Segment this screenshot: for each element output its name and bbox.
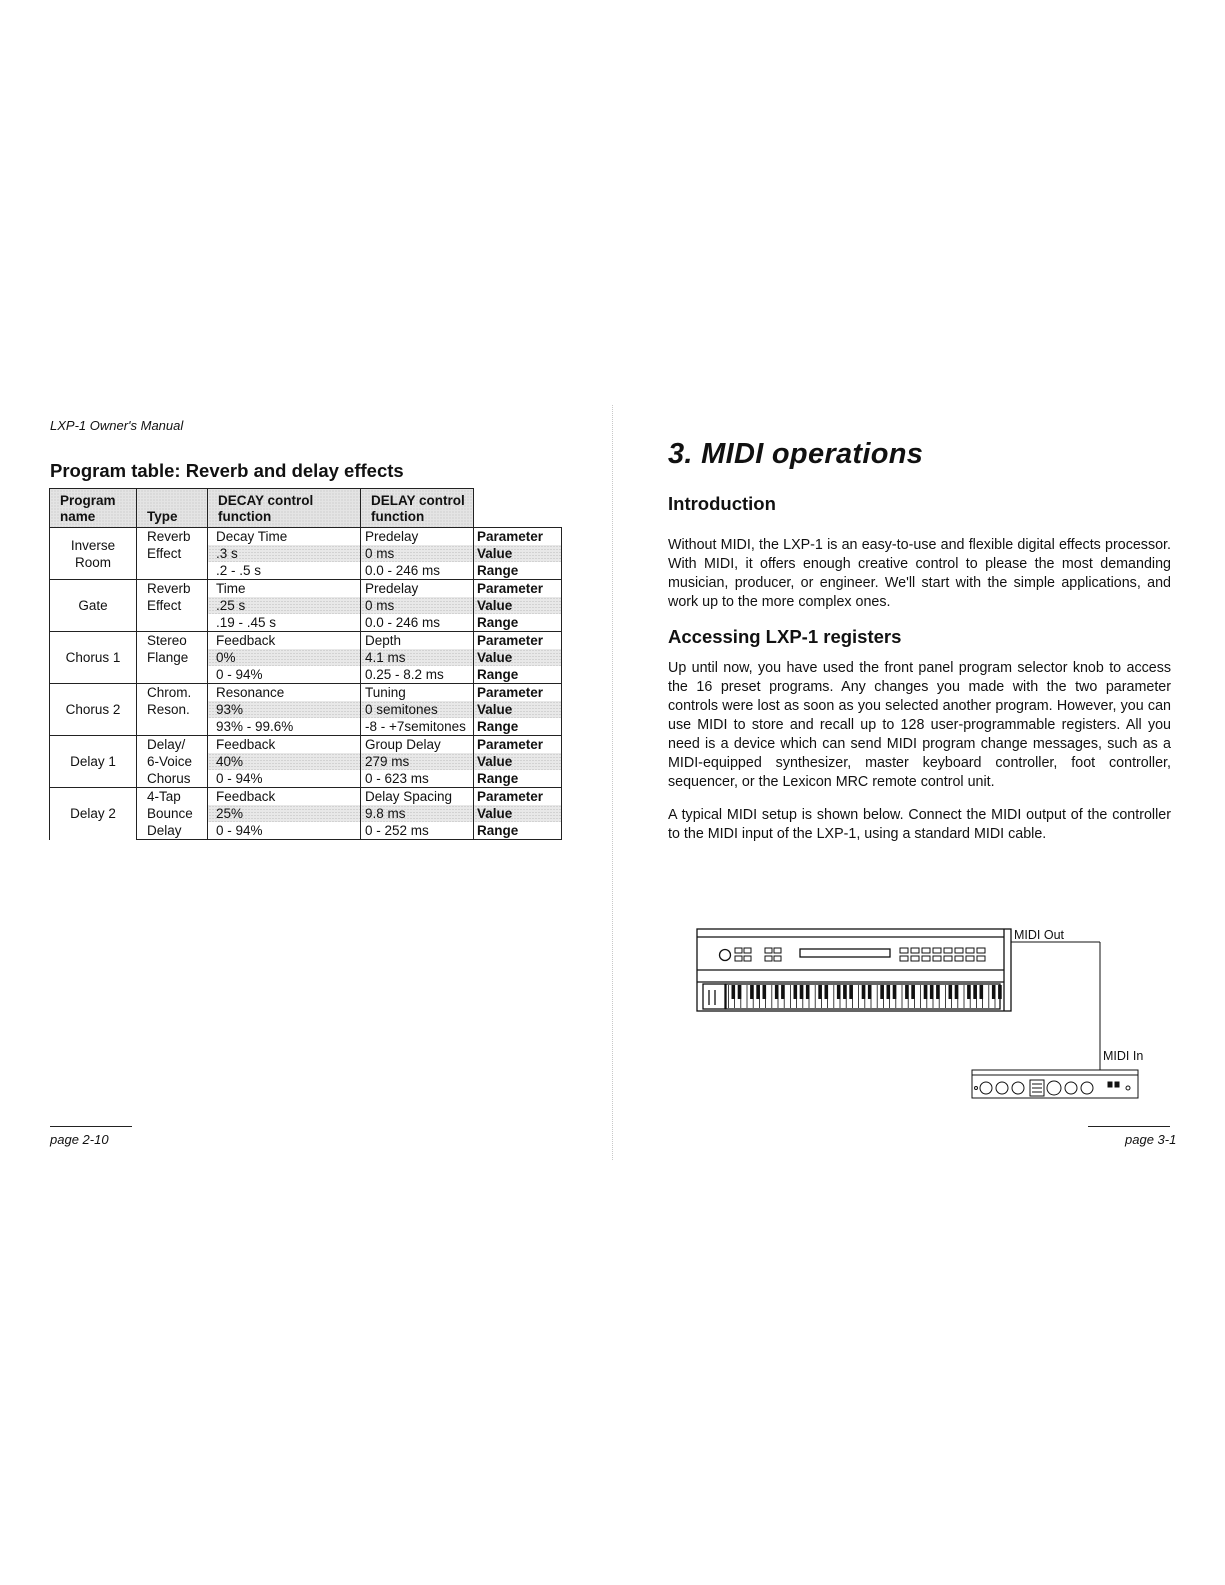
type-cell: Reverb	[137, 580, 208, 598]
program-name: Delay 1	[70, 754, 116, 769]
table-row	[50, 580, 562, 598]
row-label-cell: Parameter	[474, 684, 562, 702]
decay-cell: 40%	[208, 753, 361, 770]
delay-cell: 0.25 - 8.2 ms	[361, 666, 474, 684]
decay-cell: Time	[208, 580, 361, 598]
delay-cell: 0 - 623 ms	[361, 770, 474, 788]
program-table	[49, 488, 562, 840]
delay-cell: Depth	[361, 632, 474, 650]
program-name-cell	[50, 580, 137, 632]
table-row	[50, 736, 562, 754]
row-label-cell: Parameter	[474, 632, 562, 650]
delay-cell: Group Delay	[361, 736, 474, 754]
page-number-left: page 2-10	[50, 1132, 109, 1147]
table-title: Program table: Reverb and delay effects	[50, 460, 404, 481]
delay-cell: 0 semitones	[361, 701, 474, 718]
table-header-row	[50, 489, 562, 528]
setup-paragraph: A typical MIDI setup is shown below. Connect the MIDI output of the controller to the MIDI input of the LXP-1, using a standard MIDI cable.	[668, 807, 1171, 842]
midi-diagram-svg	[690, 920, 1150, 1115]
row-label-cell: Parameter	[474, 528, 562, 546]
program-name-cell	[50, 788, 137, 840]
decay-cell: .25 s	[208, 597, 361, 614]
decay-cell: Resonance	[208, 684, 361, 702]
program-name-cell	[50, 528, 137, 580]
delay-cell: 9.8 ms	[361, 805, 474, 822]
decay-cell: 0 - 94%	[208, 770, 361, 788]
chapter-title: 3. MIDI operations	[668, 438, 924, 470]
synthesizer-keyboard-icon	[697, 929, 1011, 1011]
delay-cell: 279 ms	[361, 753, 474, 770]
row-label-cell: Value	[474, 545, 562, 562]
header-program-name: Program name	[50, 489, 137, 528]
delay-cell: 0.0 - 246 ms	[361, 562, 474, 580]
row-label-cell: Range	[474, 770, 562, 788]
delay-cell: Delay Spacing	[361, 788, 474, 806]
header-delay-control: DELAY control function	[361, 489, 474, 528]
midi-out-label: MIDI Out	[1014, 928, 1065, 942]
type-cell: Delay	[137, 822, 208, 840]
type-cell: Bounce	[137, 805, 208, 822]
program-name-cell	[50, 632, 137, 684]
delay-cell: Predelay	[361, 528, 474, 546]
running-head: LXP-1 Owner's Manual	[50, 418, 184, 433]
delay-cell: 4.1 ms	[361, 649, 474, 666]
decay-cell: Decay Time	[208, 528, 361, 546]
program-name-cell	[50, 684, 137, 736]
decay-cell: .19 - .45 s	[208, 614, 361, 632]
program-name: Delay 2	[70, 806, 116, 822]
decay-cell: 93% - 99.6%	[208, 718, 361, 736]
row-label-cell: Parameter	[474, 736, 562, 754]
decay-cell: 25%	[208, 805, 361, 822]
type-cell	[137, 666, 208, 684]
table-row	[50, 684, 562, 702]
footer-rule-left	[50, 1126, 132, 1127]
row-label-cell: Range	[474, 666, 562, 684]
delay-cell: 0.0 - 246 ms	[361, 614, 474, 632]
decay-cell: Feedback	[208, 632, 361, 650]
decay-cell: .3 s	[208, 545, 361, 562]
header-blank	[474, 489, 562, 528]
program-name: Room	[74, 554, 111, 570]
type-cell: Reverb	[137, 528, 208, 546]
type-cell	[137, 718, 208, 736]
header-type: Type	[137, 489, 208, 528]
decay-cell: 0%	[208, 649, 361, 666]
decay-cell: 0 - 94%	[208, 822, 361, 840]
type-cell: Stereo	[137, 632, 208, 650]
type-cell	[137, 614, 208, 632]
intro-paragraph: Without MIDI, the LXP-1 is an easy-to-use and flexible digital effects processor. With MIDI, it offers enough creative control to please the most demanding musician, producer, or engineer. We'll start with the simple applications, and work up to the more complex ones.	[668, 537, 1171, 610]
program-name: Inverse	[70, 537, 116, 553]
type-cell: Reson.	[137, 701, 208, 718]
decay-cell: 93%	[208, 701, 361, 718]
row-label-cell: Parameter	[474, 580, 562, 598]
delay-cell: Tuning	[361, 684, 474, 702]
type-cell	[137, 562, 208, 580]
type-cell: Chrom.	[137, 684, 208, 702]
row-label-cell: Value	[474, 701, 562, 718]
page-number-right: page 3-1	[1125, 1132, 1177, 1147]
decay-cell: Feedback	[208, 788, 361, 806]
midi-cable	[1011, 942, 1100, 1070]
type-cell: 4-Tap	[137, 788, 208, 806]
row-label-cell: Value	[474, 597, 562, 614]
footer-rule-right	[1088, 1126, 1170, 1127]
row-label-cell: Range	[474, 822, 562, 840]
type-cell: Effect	[137, 545, 208, 562]
row-label-cell: Range	[474, 562, 562, 580]
delay-cell: -8 - +7semitones	[361, 718, 474, 736]
midi-setup-diagram	[690, 920, 1150, 1115]
table-row	[50, 632, 562, 650]
type-cell: Chorus	[137, 770, 208, 788]
lxp1-rack-unit-icon	[972, 1070, 1138, 1098]
delay-cell: 0 ms	[361, 545, 474, 562]
table-row	[50, 788, 562, 806]
decay-cell: 0 - 94%	[208, 666, 361, 684]
midi-in-label: MIDI In	[1103, 1049, 1144, 1063]
page-gutter	[612, 405, 613, 1160]
row-label-cell: Parameter	[474, 788, 562, 806]
header-decay-control: DECAY control function	[208, 489, 361, 528]
decay-cell: .2 - .5 s	[208, 562, 361, 580]
row-label-cell: Range	[474, 614, 562, 632]
type-cell: 6-Voice	[137, 753, 208, 770]
registers-paragraph: Up until now, you have used the front panel program selector knob to access the 16 preset programs. Any changes you made with the two parameter controls were lost as soon as you selected another program. However, you can use MIDI to store and recall up to 128 user-programmable registers. All you need is a device which can send MIDI program change messages, such as a MIDI-equipped synthesizer, master keyboard controller, foot controller, sequencer, or the Lexicon MRC remote control unit.	[668, 660, 1171, 790]
row-label-cell: Range	[474, 718, 562, 736]
program-name: Chorus 2	[65, 702, 121, 717]
intro-heading: Introduction	[668, 493, 776, 514]
program-name: Gate	[78, 598, 108, 613]
delay-cell: 0 - 252 ms	[361, 822, 474, 840]
type-cell: Effect	[137, 597, 208, 614]
row-label-cell: Value	[474, 649, 562, 666]
registers-heading: Accessing LXP-1 registers	[668, 626, 902, 647]
delay-cell: 0 ms	[361, 597, 474, 614]
type-cell: Delay/	[137, 736, 208, 754]
table-row	[50, 528, 562, 546]
row-label-cell: Value	[474, 753, 562, 770]
type-cell: Flange	[137, 649, 208, 666]
row-label-cell: Value	[474, 805, 562, 822]
program-name: Chorus 1	[65, 650, 121, 665]
program-name-cell	[50, 736, 137, 788]
delay-cell: Predelay	[361, 580, 474, 598]
decay-cell: Feedback	[208, 736, 361, 754]
